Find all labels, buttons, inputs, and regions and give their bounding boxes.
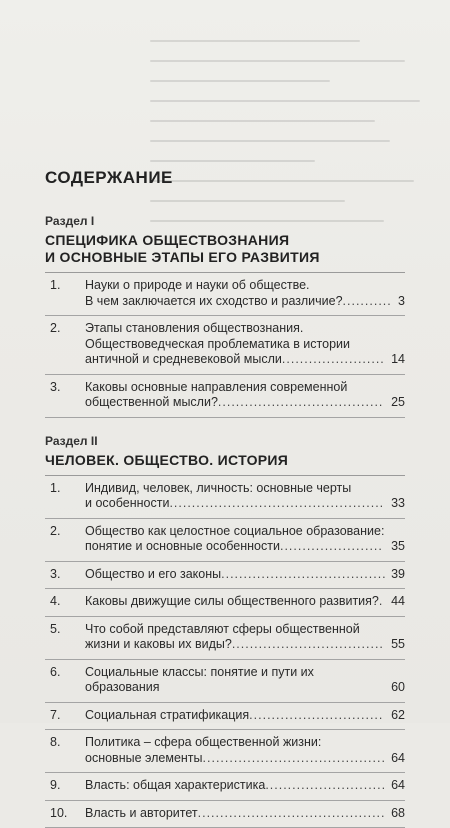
- leader-dots: ...........................: [265, 778, 386, 792]
- entry-line-text: античной и средневековой мысли: [85, 352, 282, 366]
- toc-entry[interactable]: [45, 801, 405, 828]
- entry-line: [85, 294, 394, 310]
- entry-line: Социальные классы: понятие и пути их образования: [85, 665, 387, 696]
- entry-line: Что собой представляют сферы общественной: [85, 622, 387, 638]
- entry-page-number: 68: [389, 806, 405, 822]
- entry-text: [85, 806, 389, 822]
- leader-dots: .........................................: [203, 751, 386, 765]
- leader-dots: ..........................................: [198, 806, 386, 820]
- entry-text: [85, 524, 389, 555]
- entry-line: [85, 806, 387, 822]
- entry-line: [85, 708, 387, 724]
- entry-number: 5.: [45, 622, 85, 638]
- entry-line: [85, 395, 387, 411]
- section-title-line: ЧЕЛОВЕК. ОБЩЕСТВО. ИСТОРИЯ: [45, 452, 405, 469]
- toc-entry[interactable]: [45, 375, 405, 418]
- entry-text: [85, 567, 389, 583]
- entry-number: 2.: [45, 524, 85, 540]
- entry-line: Политика – сфера общественной жизни:: [85, 735, 387, 751]
- leader-dots: ................................................: [169, 496, 384, 510]
- entry-line: Науки о природе и науки об обществе.: [85, 278, 394, 294]
- entry-line-text: общественной мысли?: [85, 395, 218, 409]
- entry-text: [85, 481, 389, 512]
- toc-entry[interactable]: [45, 703, 405, 731]
- entry-line: Обществоведческая проблематика в истории: [85, 337, 387, 353]
- entry-page-number: 64: [389, 751, 405, 767]
- entry-number: 1.: [45, 481, 85, 497]
- entry-page-number: 62: [389, 708, 405, 724]
- entry-page-number: 55: [389, 637, 405, 653]
- toc-entry[interactable]: [45, 660, 405, 703]
- entry-line-text: Каковы движущие силы общественного развития?: [85, 594, 379, 608]
- entry-page-number: 44: [389, 594, 405, 610]
- entry-line-text: понятие и основные особенности: [85, 539, 280, 553]
- entry-page-number: 64: [389, 778, 405, 794]
- entry-line: Этапы становления обществознания.: [85, 321, 387, 337]
- entry-page-number: 60: [389, 680, 405, 696]
- entry-number: 3.: [45, 567, 85, 583]
- entry-line: [85, 496, 387, 512]
- section-1: [45, 214, 405, 418]
- toc-entry[interactable]: [45, 476, 405, 519]
- leader-dots: ..................................: [232, 637, 384, 651]
- entry-line-text: Социальная стратификация: [85, 708, 249, 722]
- entry-line-text: жизни и каковы их виды?: [85, 637, 232, 651]
- entry-page-number: 3: [396, 294, 405, 310]
- toc-entry[interactable]: [45, 589, 405, 617]
- section-title-line: И ОСНОВНЫЕ ЭТАПЫ ЕГО РАЗВИТИЯ: [45, 249, 405, 266]
- leader-dots: .......................: [282, 352, 385, 366]
- entry-page-number: 14: [389, 352, 405, 368]
- entry-line-text: Общество и его законы: [85, 567, 221, 581]
- entry-line: [85, 567, 387, 583]
- entry-line-text: основные элементы: [85, 751, 203, 765]
- toc-entry[interactable]: [45, 273, 405, 316]
- entry-number: 6.: [45, 665, 85, 681]
- leader-dots: .: [379, 594, 383, 608]
- entry-text: [85, 278, 396, 309]
- entry-list: [45, 475, 405, 828]
- entry-list: [45, 272, 405, 418]
- entry-page-number: 25: [389, 395, 405, 411]
- entry-number: 4.: [45, 594, 85, 610]
- entry-text: [85, 708, 389, 724]
- toc-entry[interactable]: [45, 617, 405, 660]
- entry-line: Каковы основные направления современной: [85, 380, 387, 396]
- section-spacer: [45, 418, 405, 434]
- leader-dots: .......................: [280, 539, 383, 553]
- toc-entry[interactable]: [45, 562, 405, 590]
- leader-dots: ...........: [343, 294, 392, 308]
- entry-text: [85, 380, 389, 411]
- leader-dots: .....................................: [221, 567, 387, 581]
- entry-line: [85, 778, 387, 794]
- entry-line: [85, 637, 387, 653]
- entry-text: [85, 665, 389, 696]
- entry-line: Индивид, человек, личность: основные черты: [85, 481, 387, 497]
- section-title: [45, 452, 405, 469]
- entry-page-number: 35: [389, 539, 405, 555]
- entry-line-text: Власть: общая характеристика: [85, 778, 265, 792]
- leader-dots: .....................................: [218, 395, 384, 409]
- entry-line-text: Власть и авторитет: [85, 806, 198, 820]
- toc-heading: СОДЕРЖАНИЕ: [45, 168, 405, 188]
- entry-line-text: и особенности: [85, 496, 169, 510]
- entry-text: [85, 622, 389, 653]
- leader-dots: ..............................: [249, 708, 383, 722]
- entry-number: 8.: [45, 735, 85, 751]
- entry-number: 1.: [45, 278, 85, 294]
- toc-entry[interactable]: [45, 730, 405, 773]
- section-title-line: СПЕЦИФИКА ОБЩЕСТВОЗНАНИЯ: [45, 232, 405, 249]
- entry-number: 10.: [45, 806, 85, 822]
- entry-line: [85, 539, 387, 555]
- entry-text: [85, 735, 389, 766]
- table-of-contents: [45, 168, 405, 828]
- section-label: Раздел I: [45, 214, 405, 228]
- entry-line: [85, 751, 387, 767]
- entry-number: 7.: [45, 708, 85, 724]
- entry-number: 3.: [45, 380, 85, 396]
- entry-text: [85, 594, 389, 610]
- toc-entry[interactable]: [45, 316, 405, 375]
- toc-entry[interactable]: [45, 519, 405, 562]
- entry-text: [85, 321, 389, 368]
- section-title: [45, 232, 405, 266]
- section-2: [45, 434, 405, 828]
- entry-page-number: 33: [389, 496, 405, 512]
- section-label: Раздел II: [45, 434, 405, 448]
- toc-entry[interactable]: [45, 773, 405, 801]
- entry-text: [85, 778, 389, 794]
- entry-page-number: 39: [389, 567, 405, 583]
- entry-number: 9.: [45, 778, 85, 794]
- entry-line-text: В чем заключается их сходство и различие?: [85, 294, 343, 308]
- entry-line: Общество как целостное социальное образование:: [85, 524, 387, 540]
- entry-number: 2.: [45, 321, 85, 337]
- entry-line: [85, 594, 387, 610]
- entry-line: [85, 352, 387, 368]
